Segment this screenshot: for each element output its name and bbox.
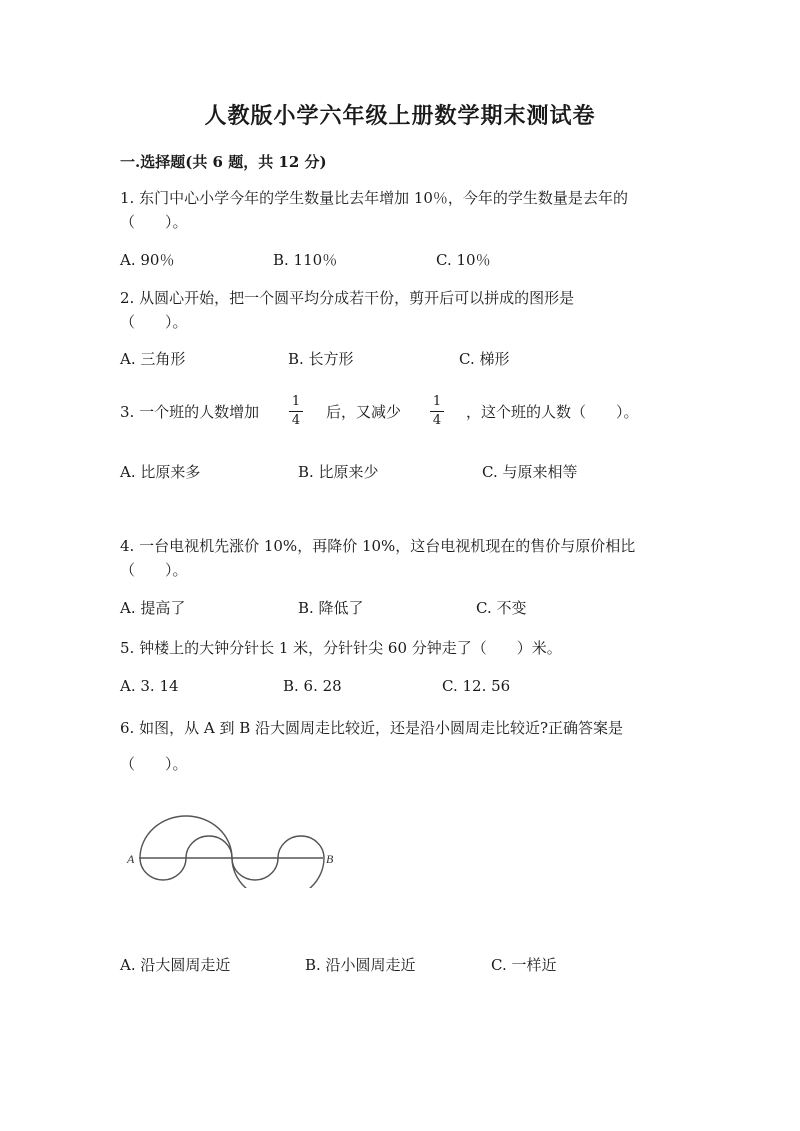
question-1-option-c: C. 10％ <box>436 251 491 269</box>
point-b-label: B <box>326 852 334 866</box>
large-semicircle-1 <box>140 816 232 858</box>
section-heading: 一.选择题(共 6 题，共 12 分) <box>120 153 327 171</box>
question-4-option-b: B. 降低了 <box>298 599 364 617</box>
question-3-option-b: B. 比原来少 <box>298 463 379 481</box>
fraction-one-quarter <box>430 394 444 429</box>
question-3-text-middle: 后，又减少 <box>326 403 402 421</box>
question-3-option-c: C. 与原来相等 <box>482 463 578 481</box>
question-4-blank: （ ）。 <box>120 561 188 579</box>
question-6-option-c: C. 一样近 <box>491 956 557 974</box>
fraction-numerator: 1 <box>430 394 444 412</box>
question-4-option-c: C. 不变 <box>476 599 527 617</box>
page-title: 人教版小学六年级上册数学期末测试卷 <box>204 103 596 129</box>
fraction-denominator: 4 <box>432 413 442 428</box>
question-2-option-a: A. 三角形 <box>120 350 186 368</box>
question-1-option-b: B. 110％ <box>273 251 338 269</box>
question-1-option-a: A. 90％ <box>120 251 175 269</box>
fraction-numerator: 1 <box>289 394 303 412</box>
question-6-option-a: A. 沿大圆周走近 <box>120 956 231 974</box>
question-5-option-c: C. 12. 56 <box>442 677 511 695</box>
question-6-option-b: B. 沿小圆周走近 <box>305 956 416 974</box>
question-4-option-a: A. 提高了 <box>120 599 186 617</box>
question-2-blank: （ ）。 <box>120 313 188 331</box>
question-1-text: 1. 东门中心小学今年的学生数量比去年增加 10％，今年的学生数量是去年的 <box>120 189 628 207</box>
question-1-blank: （ ）。 <box>120 213 188 231</box>
fraction-one-quarter <box>289 394 303 429</box>
question-3-text-start: 3. 一个班的人数增加 <box>120 403 260 421</box>
question-2-text: 2. 从圆心开始，把一个圆平均分成若干份，剪开后可以拼成的图形是 <box>120 289 575 307</box>
small-semicircle-2 <box>186 836 232 858</box>
question-6-blank: （ ）。 <box>120 755 188 773</box>
small-semicircle-4 <box>278 836 324 858</box>
question-3-option-a: A. 比原来多 <box>120 463 201 481</box>
question-3-text-end: ，这个班的人数（ ）。 <box>466 403 639 421</box>
small-semicircle-3 <box>232 858 278 880</box>
point-a-label: A <box>127 852 135 866</box>
question-2-option-b: B. 长方形 <box>288 350 354 368</box>
question-2-option-c: C. 梯形 <box>459 350 510 368</box>
circle-path-diagram <box>125 808 345 888</box>
question-5-option-a: A. 3. 14 <box>120 677 179 695</box>
question-6-text: 6. 如图，从 A 到 B 沿大圆周走比较近，还是沿小圆周走比较近?正确答案是 <box>120 719 624 737</box>
fraction-denominator: 4 <box>291 413 301 428</box>
small-semicircle-1 <box>140 858 186 880</box>
question-5-text: 5. 钟楼上的大钟分针长 1 米，分针针尖 60 分钟走了（ ）米。 <box>120 639 562 657</box>
question-4-text: 4. 一台电视机先涨价 10%，再降价 10%，这台电视机现在的售价与原价相比 <box>120 537 636 555</box>
question-5-option-b: B. 6. 28 <box>283 677 342 695</box>
